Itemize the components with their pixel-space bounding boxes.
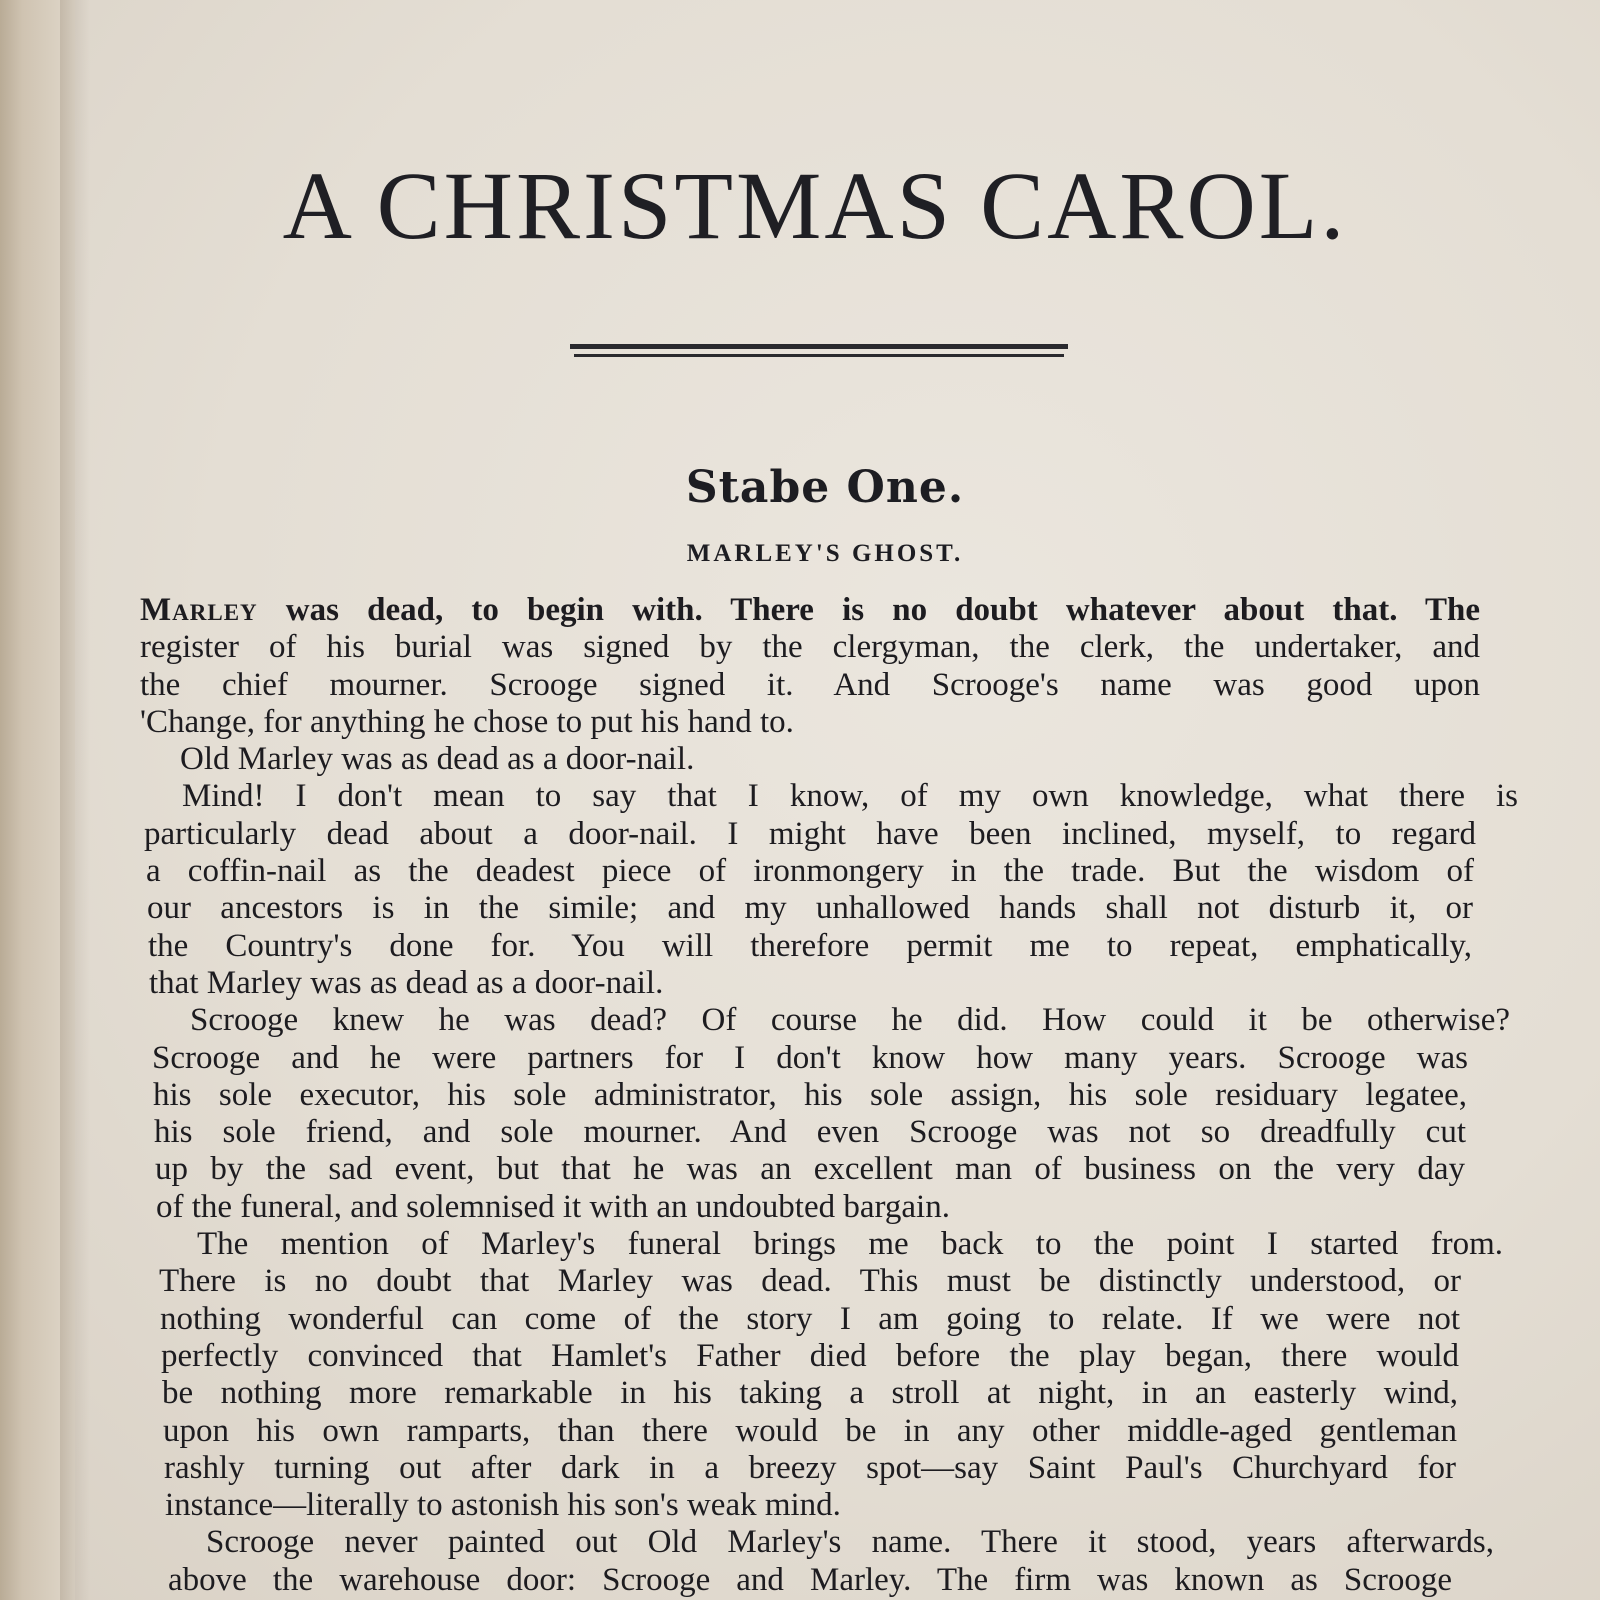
text-line bbox=[142, 778, 1518, 815]
book-title: A CHRISTMAS CAROL. bbox=[282, 152, 1348, 259]
line-text: our ancestors is in the simile; and my unhallowed hands shall not disturb it, or bbox=[147, 890, 1473, 927]
text-line bbox=[154, 1114, 1466, 1151]
line-text: upon his own ramparts, than there would be in any other middle-aged gentleman bbox=[163, 1412, 1457, 1449]
text-line bbox=[156, 1189, 1464, 1226]
line-text: The mention of Marley's funeral brings me back to the point I started from. bbox=[197, 1226, 1503, 1263]
line-text: register of his burial was signed by the clergyman, the clerk, the undertaker, and bbox=[140, 629, 1480, 666]
title-rule-thin bbox=[574, 354, 1064, 357]
line-text: above the warehouse door: Scrooge and Marley. The firm was known as Scrooge bbox=[168, 1561, 1452, 1598]
line-text: instance—literally to astonish his son's weak mind. bbox=[165, 1487, 841, 1524]
title-rule-thick bbox=[570, 344, 1068, 349]
line-text: that Marley was as dead as a door-nail. bbox=[149, 964, 664, 1001]
line-text: 'Change, for anything he chose to put his hand to. bbox=[140, 703, 794, 740]
line-text: of the funeral, and solemnised it with an undoubted bargain. bbox=[156, 1188, 950, 1225]
line-text: particularly dead about a door-nail. I might have been inclined, myself, to regard bbox=[144, 815, 1476, 852]
text-line bbox=[160, 1301, 1460, 1338]
line-text: There is no doubt that Marley was dead. This must be distinctly understood, or bbox=[159, 1263, 1461, 1300]
line-text: Old Marley was as dead as a door-nail. bbox=[180, 741, 695, 778]
text-line bbox=[157, 1226, 1503, 1263]
line-text: nothing wonderful can come of the story I am going to relate. If we were not bbox=[160, 1300, 1460, 1337]
line-text: Scrooge knew he was dead? Of course he did. How could it be otherwise? bbox=[190, 1002, 1510, 1039]
text-line bbox=[140, 741, 1520, 778]
text-line bbox=[144, 816, 1476, 853]
text-line bbox=[149, 965, 1471, 1002]
line-text: the Country's done for. You will therefore permit me to repeat, emphatically, bbox=[148, 927, 1472, 964]
text-line bbox=[148, 928, 1472, 965]
line-text: Scrooge and he were partners for I don't know how many years. Scrooge was bbox=[152, 1039, 1468, 1076]
text-line bbox=[165, 1487, 1455, 1524]
text-line bbox=[140, 629, 1480, 666]
text-line bbox=[140, 592, 1480, 629]
text-line bbox=[161, 1338, 1459, 1375]
chapter-title: MARLEY'S GHOST. bbox=[686, 540, 964, 567]
text-line bbox=[146, 853, 1474, 890]
stave-heading: Stabe One. bbox=[685, 462, 965, 513]
line-text: perfectly convinced that Hamlet's Father died before the play began, there would bbox=[161, 1337, 1459, 1374]
line-text: Scrooge never painted out Old Marley's name. There it stood, years afterwards, bbox=[206, 1524, 1494, 1561]
text-line bbox=[153, 1077, 1467, 1114]
line-text: his sole executor, his sole administrator, his sole assign, his sole residuary legatee, bbox=[153, 1076, 1467, 1113]
text-line bbox=[152, 1040, 1468, 1077]
line-text: a coffin-nail as the deadest piece of ironmongery in the trade. But the wisdom of bbox=[146, 853, 1474, 890]
gutter-shadow bbox=[60, 0, 90, 1600]
text-line bbox=[163, 1413, 1457, 1450]
drop-word: Marley bbox=[140, 592, 258, 628]
line-text: be nothing more remarkable in his taking a stroll at night, in an easterly wind, bbox=[162, 1375, 1458, 1412]
line-text: rashly turning out after dark in a breezy spot—say Saint Paul's Churchyard for bbox=[164, 1449, 1456, 1486]
line-text: up by the sad event, but that he was an excellent man of business on the very day bbox=[155, 1151, 1465, 1188]
text-line bbox=[140, 704, 1480, 741]
line-text: the chief mourner. Scrooge signed it. And Scrooge's name was good upon bbox=[140, 666, 1480, 703]
text-line bbox=[168, 1562, 1452, 1599]
line-text: his sole friend, and sole mourner. And even Scrooge was not so dreadfully cut bbox=[154, 1114, 1466, 1151]
line-text: was dead, to begin with. There is no doubt whatever about that. The bbox=[257, 592, 1480, 628]
text-line bbox=[164, 1450, 1456, 1487]
text-line bbox=[155, 1151, 1465, 1188]
text-line bbox=[162, 1375, 1458, 1412]
text-line bbox=[140, 667, 1480, 704]
line-text: Mind! I don't mean to say that I know, of my own knowledge, what there is bbox=[182, 778, 1518, 815]
text-line bbox=[159, 1263, 1461, 1300]
body-text bbox=[140, 592, 1518, 1599]
text-line bbox=[166, 1524, 1494, 1561]
text-line bbox=[150, 1002, 1510, 1039]
text-line bbox=[147, 890, 1473, 927]
